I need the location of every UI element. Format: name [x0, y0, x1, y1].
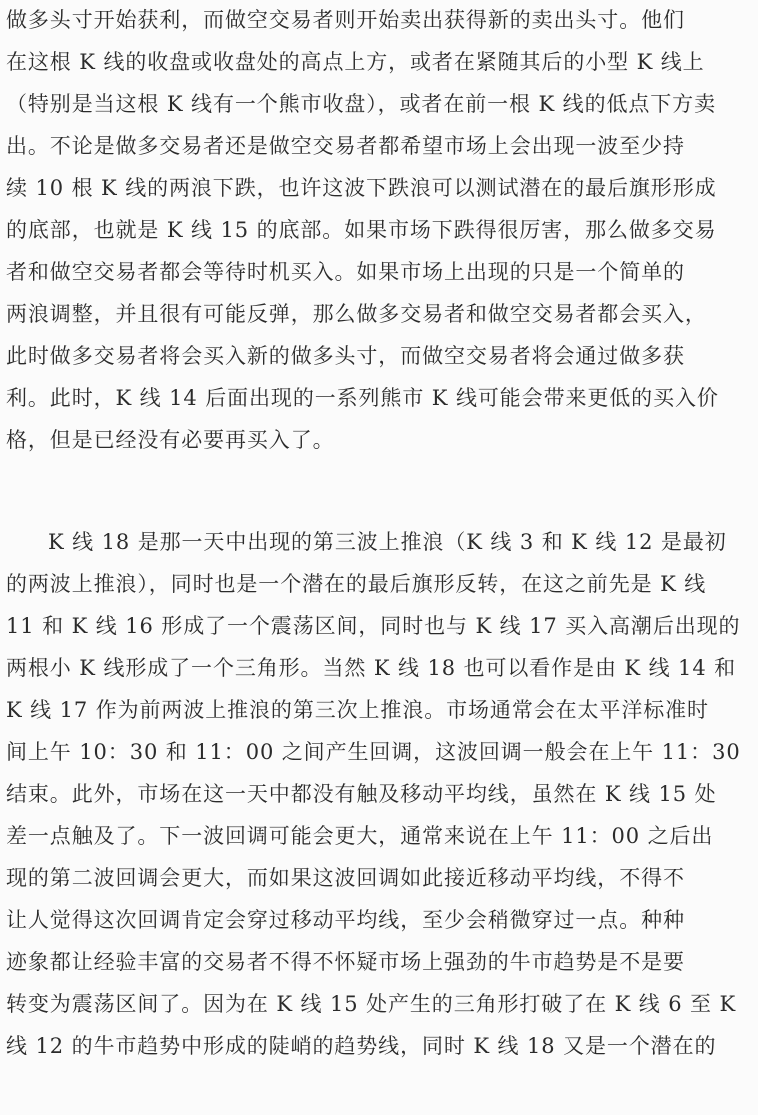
text-line: 格，但是已经没有必要再买入了。 — [6, 428, 335, 452]
text-line: K 线 17 作为前两波上推浪的第三次上推浪。市场通常会在太平洋标准时 — [6, 698, 709, 722]
text-line: 出。不论是做多交易者还是做空交易者都希望市场上会出现一波至少持 — [6, 134, 685, 158]
text-line: 续 10 根 K 线的两浪下跌，也许这波下跌浪可以测试潜在的最后旗形形成 — [6, 176, 717, 200]
text-line: 线 12 的牛市趋势中形成的陡峭的趋势线，同时 K 线 18 又是一个潜在的 — [6, 1034, 717, 1058]
text-line: 此时做多交易者将会买入新的做多头寸，而做空交易者将会通过做多获 — [6, 344, 685, 368]
text-line: 的底部，也就是 K 线 15 的底部。如果市场下跌得很厉害，那么做多交易 — [6, 218, 717, 242]
document-page — [6, 0, 754, 1115]
text-line: 的两波上推浪），同时也是一个潜在的最后旗形反转，在这之前先是 K 线 — [6, 572, 707, 596]
text-line: 现的第二波回调会更大，而如果这波回调如此接近移动平均线，不得不 — [6, 866, 685, 890]
text-line: 转变为震荡区间了。因为在 K 线 15 处产生的三角形打破了在 K 线 6 至 K — [6, 992, 737, 1016]
text-line: 两根小 K 线形成了一个三角形。当然 K 线 18 也可以看作是由 K 线 14 和 — [6, 656, 737, 680]
text-line: 者和做空交易者都会等待时机买入。如果市场上出现的只是一个简单的 — [6, 260, 685, 284]
text-line: 做多头寸开始获利，而做空交易者则开始卖出获得新的卖出头寸。他们 — [6, 8, 685, 32]
text-line: 两浪调整，并且很有可能反弹，那么做多交易者和做空交易者都会买入， — [6, 302, 707, 326]
text-line: K 线 18 是那一天中出现的第三波上推浪（K 线 3 和 K 线 12 是最初 — [48, 530, 727, 554]
text-line: 间上午 10：30 和 11：00 之间产生回调，这波回调一般会在上午 11：30 — [6, 740, 741, 764]
text-line: 让人觉得这次回调肯定会穿过移动平均线，至少会稍微穿过一点。种种 — [6, 908, 685, 932]
text-line: 在这根 K 线的收盘或收盘处的高点上方，或者在紧随其后的小型 K 线上 — [6, 50, 705, 74]
text-line: 11 和 K 线 16 形成了一个震荡区间，同时也与 K 线 17 买入高潮后出现的 — [6, 614, 741, 638]
text-line: 差一点触及了。下一波回调可能会更大，通常来说在上午 11：00 之后出 — [6, 824, 714, 848]
text-line: 结束。此外，市场在这一天中都没有触及移动平均线，虽然在 K 线 15 处 — [6, 782, 717, 806]
text-line: 利。此时，K 线 14 后面出现的一系列熊市 K 线可能会带来更低的买入价 — [6, 386, 719, 410]
text-line: 迹象都让经验丰富的交易者不得不怀疑市场上强劲的牛市趋势是不是要 — [6, 950, 685, 974]
text-line: （特别是当这根 K 线有一个熊市收盘），或者在前一根 K 线的低点下方卖 — [6, 92, 716, 116]
